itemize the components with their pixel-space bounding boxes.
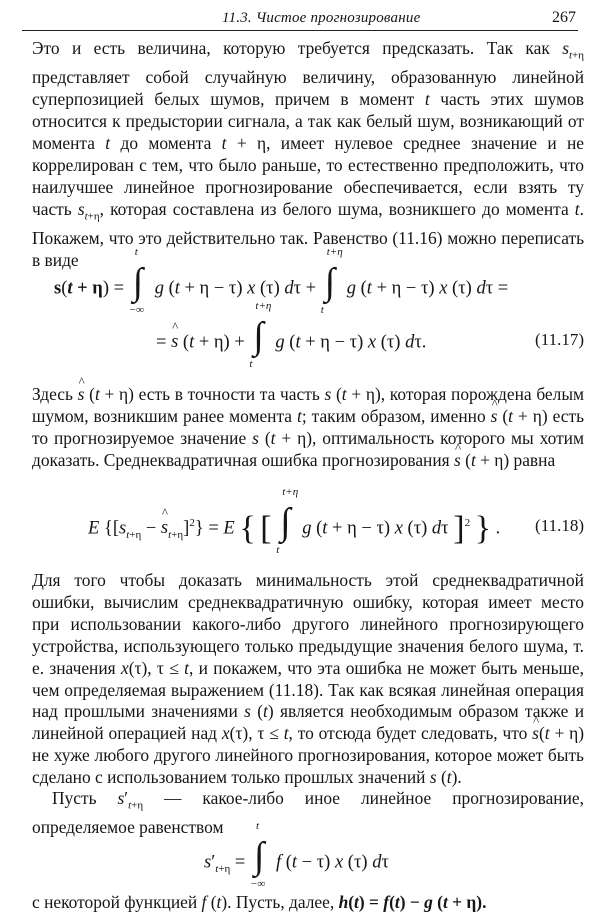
equation-definition-body: $s'_{t+\eta}$ = ∫ t −∞ f (t − τ) x (τ) dτ	[204, 820, 389, 890]
page-number: 267	[552, 9, 576, 26]
running-header	[22, 4, 578, 31]
running-title: 11.3. Чистое прогнозирование	[222, 10, 421, 26]
paragraph-1: Это и есть величина, которую требуется предсказать. Так как $s_{t+\eta}$ представляет собой случайную величину, образованную линейной суперпозицией белых шумов, причем в момент t часть этих шумов относится к предыстории сигнала, а так как белый шум, возникающий от момента t до момента t + η, имеет нулевое среднее значение и не коррелирован с тем, что было раньше, то естественно предположить, что наилучшее линейное прогнозирование обеспечивается, если взять ту часть $s_{t+\eta}$, которая составлена из белого шума, возникшего до момента t. Покажем, что это действительно так. Равенство (11.16) можно переписать в виде	[32, 38, 585, 271]
paragraph-4: Пусть $s'_{t+\eta}$ — какое-либо иное линейное прогнозирование, определяемое равенством	[32, 788, 584, 838]
equation-11-18-body: E {[$s_{t+\eta}$ − ^ $s_{t+\eta}]^2\} = E$ { [ ∫ t+η t g (t + η − τ) x (τ) dτ ]$^2$ } .	[88, 510, 500, 548]
equation-11-17	[40, 246, 588, 378]
equation-11-18	[40, 486, 588, 562]
equation-11-17-line-2: = ^ s (t + η) + ∫ t+η t g (t + η − τ) x (τ) dτ.	[156, 328, 426, 358]
paragraph-5: с некоторой функцией f (t). Пусть, далее, h(t) = f(t) − g (t + η).	[32, 892, 487, 912]
equation-number-11-18: (11.18)	[535, 516, 584, 535]
equation-number-11-17: (11.17)	[535, 330, 584, 349]
paragraph-2: Здесь ^ s (t + η) есть в точности та часть s (t + η), которая порождена белым шумом, возникшим ранее момента t; таким образом, именно ^ s (t + η) есть то прогнозируемое значение s (t + η), оптимальность которого мы хотим доказать. Среднеквадратичная ошибка прогнозирования ^ s (t + η) равна	[32, 384, 584, 472]
equation-definition	[40, 820, 588, 890]
paragraph-3: Для того чтобы доказать минимальность этой среднеквадратичной ошибки, вычислим среднеквадратичную ошибку, которая имеет место при использовании какого-либо другого линейного прогнозирующего устройства, использующего только предыдущие значения белого шума, т. е. значения x(τ), τ ≤ t, и покажем, что эта ошибка не может быть меньше, чем определяемая выражением (11.18). Так как всякая линейная операция над прошлыми значениями s (t) является необходимым образом также и линейной операцией над x(τ), τ ≤ t, то отсюда будет следовать, что ^ s(t + η) не хуже любого другого линейного прогнозирования, которое может быть сделано с использованием только прошлых значений s (t).	[32, 570, 584, 789]
equation-11-17-line-1: s(t + η) = ∫ t −∞ g (t + η − τ) x (τ) dτ + ∫ t+η t g (t + η − τ) x (τ) dτ =	[54, 246, 509, 316]
